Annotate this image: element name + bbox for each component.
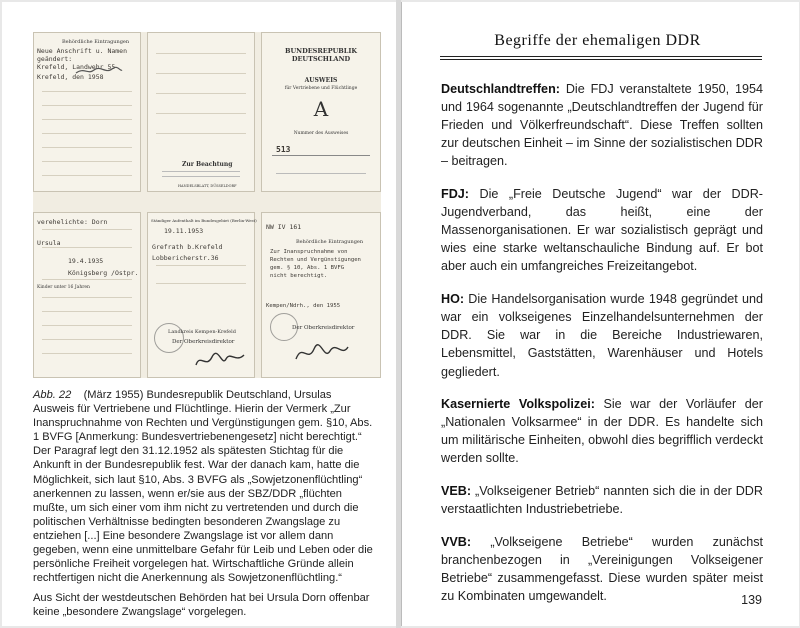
page-title: Begriffe der ehemaligen DDR <box>494 32 701 49</box>
caption-paragraph-1 <box>33 388 373 585</box>
title-rule-top <box>440 56 762 57</box>
glossary-term: Deutschlandtreffen: <box>441 82 560 96</box>
glossary-entry <box>441 395 763 467</box>
card3-number: 513 <box>276 145 291 154</box>
glossary-term: HO: <box>441 292 465 307</box>
glossary-definition: „Volkseigener Betrieb“ nannten sich die in der DDR verstaatlichten Industriebetriebe. <box>441 484 763 517</box>
figure-caption <box>33 388 373 626</box>
card3-number-label: Nummer des Ausweises <box>293 131 349 136</box>
card-notice <box>147 32 255 192</box>
card4-children-label: Kinder unter 16 Jahren <box>37 285 90 290</box>
card1-line-3: Krefeld, Landwehr 55 <box>37 63 116 71</box>
glossary-definition: Die „Freie Deutsche Jugend“ war der DDR-Jugendverband, das heißt, eine der Massenorganisationen. Er war sozialistisch geprägt und wies eine starke weltanschauliche Bindung auf. Er bot aber auch ein umfangreiches Freizeitangebot. <box>441 187 763 274</box>
card5-header: Ständiger Aufenthalt im Bundesgebiet (Berlin-West) <box>151 218 257 223</box>
glossary-entry <box>441 290 763 380</box>
card6-nr: NW IV 161 <box>266 223 302 231</box>
glossary-term: VEB: <box>441 484 472 499</box>
caption-text: (März 1955) Bundesrepublik Deutschland, Ursulas Ausweis für Vertriebene und Flüchtlinge. Hierin der Vermerk „Zur Inanspruchnahme von Rechten und Vergünstigungen gem. §10, Abs. 1 BVFG [Anmerkung: Bundesvertriebenengesetz] nicht berechtigt.“ Der Paragraf legt den 31.12.1952 als spätesten Stichtag für die Ankunft in der Bundesrepublik fest. War der danach kam, hatte die Möglichkeit, sich laut §10, Abs. 3 BVFG als „Sowjetzonenflüchtling“ anerkennen zu lassen, wenn er/sie aus der SBZ/DDR „flüchten mußte, um sich einer vom ihm nicht zu vertretenden und durch die politischen Verhältnisse bedingten besonderen Zwangslage zu entziehen [...] Eine besondere Zwangslage ist vor allem dann gegeben, wenn eine unmittelbare Gefahr für Leib und Leben oder die persönliche Freiheit vorgelegen hat. Wirtschaftliche Gründe allein rechtfertigen nicht die Anerkennung als Sowjetzonenflüchtling.“ <box>33 389 373 585</box>
card5-stamp-text: Landkreis Kempen-Krefeld <box>168 329 236 335</box>
card-personal-data <box>33 212 141 378</box>
glossary-entry <box>441 80 763 170</box>
title-rule-bottom <box>440 59 762 60</box>
card3-title: AUSWEIS <box>304 77 338 84</box>
page-number: 139 <box>741 593 762 607</box>
card1-line-4: Krefeld, den 1958 <box>37 73 104 81</box>
caption-label: Abb. 22 <box>33 389 72 401</box>
signature-icon <box>192 349 248 371</box>
card6-line-1: Zur Inanspruchnahme von <box>270 249 348 255</box>
card1-heading: Behördliche Eintragungen <box>62 39 130 45</box>
signature-icon <box>292 341 352 365</box>
card3-subtitle: für Vertriebene und Flüchtlinge <box>284 86 358 91</box>
card6-heading: Behördliche Eintragungen <box>296 239 364 245</box>
card5-street: Lobbericherstr.36 <box>152 254 219 262</box>
card4-birth-date: 19.4.1935 <box>68 257 104 265</box>
glossary-definition: Die Handelsorganisation wurde 1948 gegründet und war ein volkseigenes Einzelhandelsunternehmen der DDR. Sie war in die Bereiche Industriewaren, Lebensmittel, Gaststätten, Warenhäuser und Hotels gegliedert. <box>441 292 763 379</box>
id-document-photo <box>33 32 381 378</box>
card5-place: Grefrath b.Krefeld <box>152 243 223 251</box>
card6-line-3: gem. § 10, Abs. 1 BVFG <box>270 265 345 271</box>
glossary-list <box>441 80 763 620</box>
glossary-definition: „Volkseigene Betriebe“ wurden zunächst branchenbezogen in „Vereinigungen Volkseigener Betriebe“ zusammengefasst. Diese wurden später meist zu Kombinaten umgewandelt. <box>441 534 763 604</box>
card4-married: verehelichte: Dorn <box>37 218 108 226</box>
card5-office: Der Oberkreisdirektor <box>172 339 235 345</box>
signature-icon <box>74 65 124 77</box>
glossary-definition: Die FDJ veranstaltete 1950, 1954 und 1964 sogenannte „Deutschlandtreffen der Jugend für Frieden und Völkerfreundschaft“. Diese Treffen sollten zur deutschen Einheit – im Sinne der sozialistischen DDR – beitragen. <box>441 82 763 169</box>
glossary-term: Kasernierte Volkspolizei: <box>441 397 595 412</box>
card-cover <box>261 32 381 192</box>
card2-footer: HANDELSBLATT, DÜSSELDORF <box>178 184 237 188</box>
card3-letter: A <box>313 97 329 121</box>
official-stamp-icon <box>154 323 184 353</box>
card2-title: Zur Beachtung <box>182 161 233 168</box>
caption-paragraph-2: Aus Sicht der westdeutschen Behörden hat bei Ursula Dorn offenbar keine „besondere Zwangslage“ vorgelegen. <box>33 592 370 619</box>
card1-line-2: geändert: <box>37 55 73 63</box>
card3-country: BUNDESREPUBLIK DEUTSCHLAND <box>284 47 358 63</box>
card6-line-2: Rechten und Vergünstigungen <box>270 257 361 263</box>
card6-place-date: Kempen/Ndrh., den 1955 <box>266 303 341 309</box>
card5-date: 19.11.1953 <box>164 227 204 235</box>
card-official-entries <box>33 32 141 192</box>
glossary-entry <box>441 185 763 275</box>
card4-first-name: Ursula <box>37 239 61 247</box>
glossary-term: VVB: <box>441 534 472 549</box>
card1-line-1: Neue Anschrift u. Namen <box>37 47 128 55</box>
card6-line-4: nicht berechtigt. <box>270 273 328 279</box>
card-residence <box>147 212 255 378</box>
card4-birth-place: Königsberg /Ostpr. <box>68 269 139 277</box>
card-official-note <box>261 212 381 378</box>
glossary-entry <box>441 482 763 518</box>
card6-office: Der Oberkreisdirektor <box>292 325 355 331</box>
glossary-term: FDJ: <box>441 187 469 202</box>
glossary-definition: Sie war der Vorläufer der „Nationalen Volksarmee“ in der DDR. Es handelte sich um militärische Einheiten, obwohl dies begrifflich verdeckt werden sollte. <box>441 397 763 466</box>
